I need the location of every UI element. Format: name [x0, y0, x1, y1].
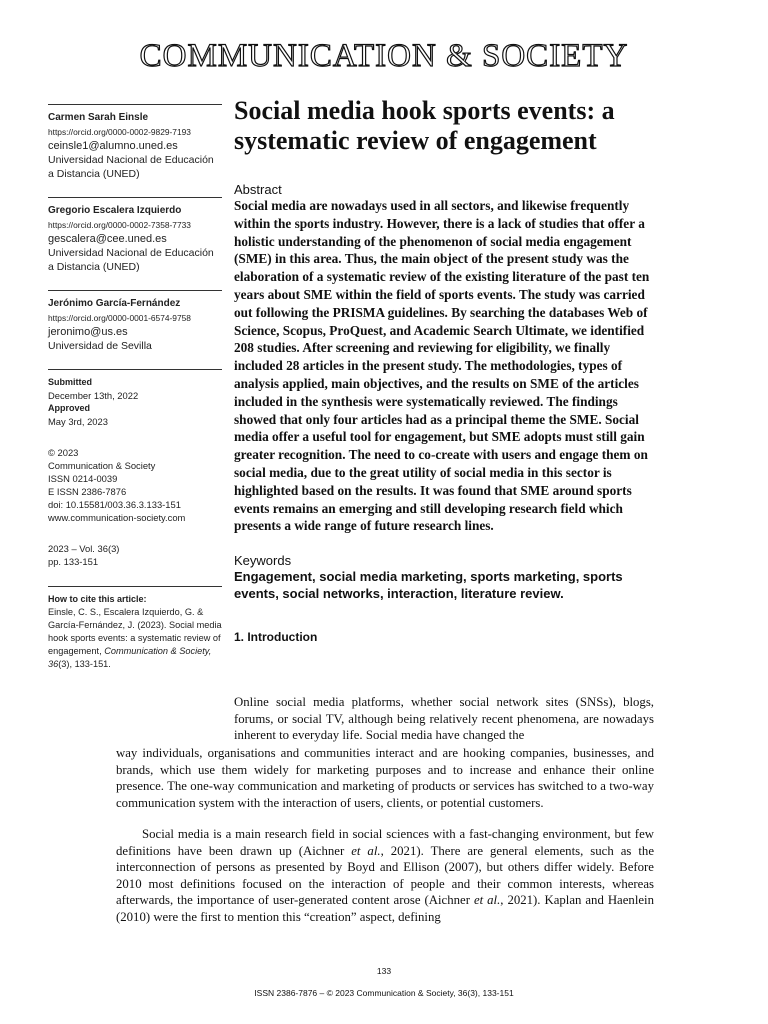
- author-affiliation: Universidad Nacional de Educación a Distancia (UNED): [48, 247, 214, 273]
- keywords-text: Engagement, social media marketing, sports marketing, sports events, social networks, interaction, literature review.: [234, 569, 623, 602]
- sidebar: [48, 104, 222, 671]
- text-run-italic: et al.: [351, 843, 381, 858]
- cite-issue: (3), 133-151.: [58, 659, 111, 669]
- website-link[interactable]: www.communication-society.com: [48, 512, 186, 523]
- main-column: [234, 96, 654, 644]
- pages: pp. 133-151: [48, 556, 99, 567]
- author-name: Carmen Sarah Einsle: [48, 112, 149, 123]
- doi-link[interactable]: doi: 10.15581/003.36.3.133-151: [48, 499, 181, 510]
- author-email-link[interactable]: gescalera@cee.uned.es: [48, 233, 167, 245]
- submitted-label: Submitted: [48, 377, 92, 387]
- approved-label: Approved: [48, 403, 91, 413]
- text-run: , 2021). Kaplan and Haenlein (2010) were the first to mention this “creation” aspect, defining: [116, 893, 655, 924]
- divider: [48, 290, 222, 291]
- journal-name: Communication & Society: [48, 460, 156, 471]
- section-heading: 1. Introduction: [234, 630, 318, 645]
- author-email-link[interactable]: ceinsle1@alumno.uned.es: [48, 140, 178, 152]
- author-block: [48, 204, 222, 274]
- intro-paragraph-1-cont: way individuals, organisations and communities interact and are hooking companies, businesses, and brands, which use them widely for marketing purposes and to increase and enhance their online presence. The one-way communication and marketing of products or services has switched to a two-way communication system with the interaction of users, clients, or potential customers.: [116, 746, 654, 810]
- issn: ISSN 0214-0039: [48, 473, 118, 484]
- cite-journal: Communication & Society, 36: [48, 646, 212, 669]
- author-block: [48, 111, 222, 181]
- author-orcid-link[interactable]: https://orcid.org/0000-0002-9829-7193: [48, 127, 191, 137]
- cite-text: Einsle, C. S., Escalera Izquierdo, G. & García-Fernández, J. (2023). Social media hook sports events: a systematic review of engagement,: [48, 607, 222, 656]
- author-affiliation: Universidad de Sevilla: [48, 340, 152, 352]
- abstract-text: Social media are nowadays used in all sectors, and likewise frequently within the sports industry. However, there is a lack of studies that offer a holistic understanding of the phenomenon of social media engagement (SME) in this area. Thus, the main object of the present study was the elaboration of a systematic review of the existing literature of the past ten years about SME within the field of sports events. The study was carried out following the PRISMA guidelines. By searching the databases Web of Science, Scopus, ProQuest, and Academic Search Ultimate, we identified 208 studies. After screening and reviewing for eligibility, we finally included 28 articles in the present study. The methodologies, types of analysis applied, main objectives, and the results on SME of the articles included in the synthesis were systematically reviewed. The findings showed that only four articles had as a principal theme the SME. Social media offer a useful tool for engagement, but SME adopts must still gain greater recognition. The need to co-create with users and engage them on social media, due to the great utility of social media in this sector is highlighted based on the results. It was found that SME around sports events remains an emerging and still developing research field which presents a wide range of future research lines.: [234, 198, 650, 534]
- submitted-date: December 13th, 2022: [48, 390, 139, 401]
- author-affiliation: Universidad Nacional de Educación a Distancia (UNED): [48, 154, 214, 180]
- author-email-link[interactable]: jeronimo@us.es: [48, 326, 128, 338]
- author-name: Gregorio Escalera Izquierdo: [48, 205, 182, 216]
- author-orcid-link[interactable]: https://orcid.org/0000-0002-7358-7733: [48, 220, 191, 230]
- volume-block: [48, 542, 222, 568]
- copyright: © 2023: [48, 447, 79, 458]
- author-block: [48, 297, 222, 353]
- text-run: , 2021). There are general elements, such as the interconnection of persons as presented by Boyd and Ellison (2007), but others differ widely. Before 2010 most definitions focused on the interaction of people and their common interests, whereas afterwards, the importance of user-generated content arose (Aichner: [116, 843, 654, 907]
- citation-block: [48, 593, 222, 671]
- cite-label: How to cite this article:: [48, 594, 147, 604]
- approved-date: May 3rd, 2023: [48, 416, 108, 427]
- keywords-label: Keywords: [234, 553, 292, 569]
- abstract-label: Abstract: [234, 182, 282, 197]
- text-run: Social media is a main research field in social sciences with a fast-changing environment, but few definitions have been drawn up (Aichner: [116, 827, 654, 858]
- article-title: Social media hook sports events: a systematic review of engagement: [234, 96, 615, 155]
- footer-text: ISSN 2386-7876 – © 2023 Communication & Society, 36(3), 133-151: [254, 988, 514, 998]
- author-name: Jerónimo García-Fernández: [48, 298, 181, 309]
- divider: [48, 104, 222, 105]
- journal-title: COMMUNICATION & SOCIETY: [139, 38, 629, 74]
- intro-paragraph-2: [116, 826, 654, 925]
- divider: [48, 369, 222, 370]
- divider: [48, 586, 222, 587]
- text-run-italic: et al.: [473, 893, 501, 907]
- page-number: 133: [376, 966, 392, 976]
- dates-block: [48, 376, 222, 428]
- eissn: E ISSN 2386-7876: [48, 486, 127, 497]
- divider: [48, 197, 222, 198]
- volume: 2023 – Vol. 36(3): [48, 543, 120, 554]
- intro-paragraph-1: Online social media platforms, whether social network sites (SNSs), blogs, forums, or social TV, although being relatively recent phenomena, are nowadays inherent to everyday life. Social media have changed the: [234, 695, 654, 742]
- author-orcid-link[interactable]: https://orcid.org/0000-0001-6574-9758: [48, 313, 191, 323]
- rights-block: [48, 446, 222, 524]
